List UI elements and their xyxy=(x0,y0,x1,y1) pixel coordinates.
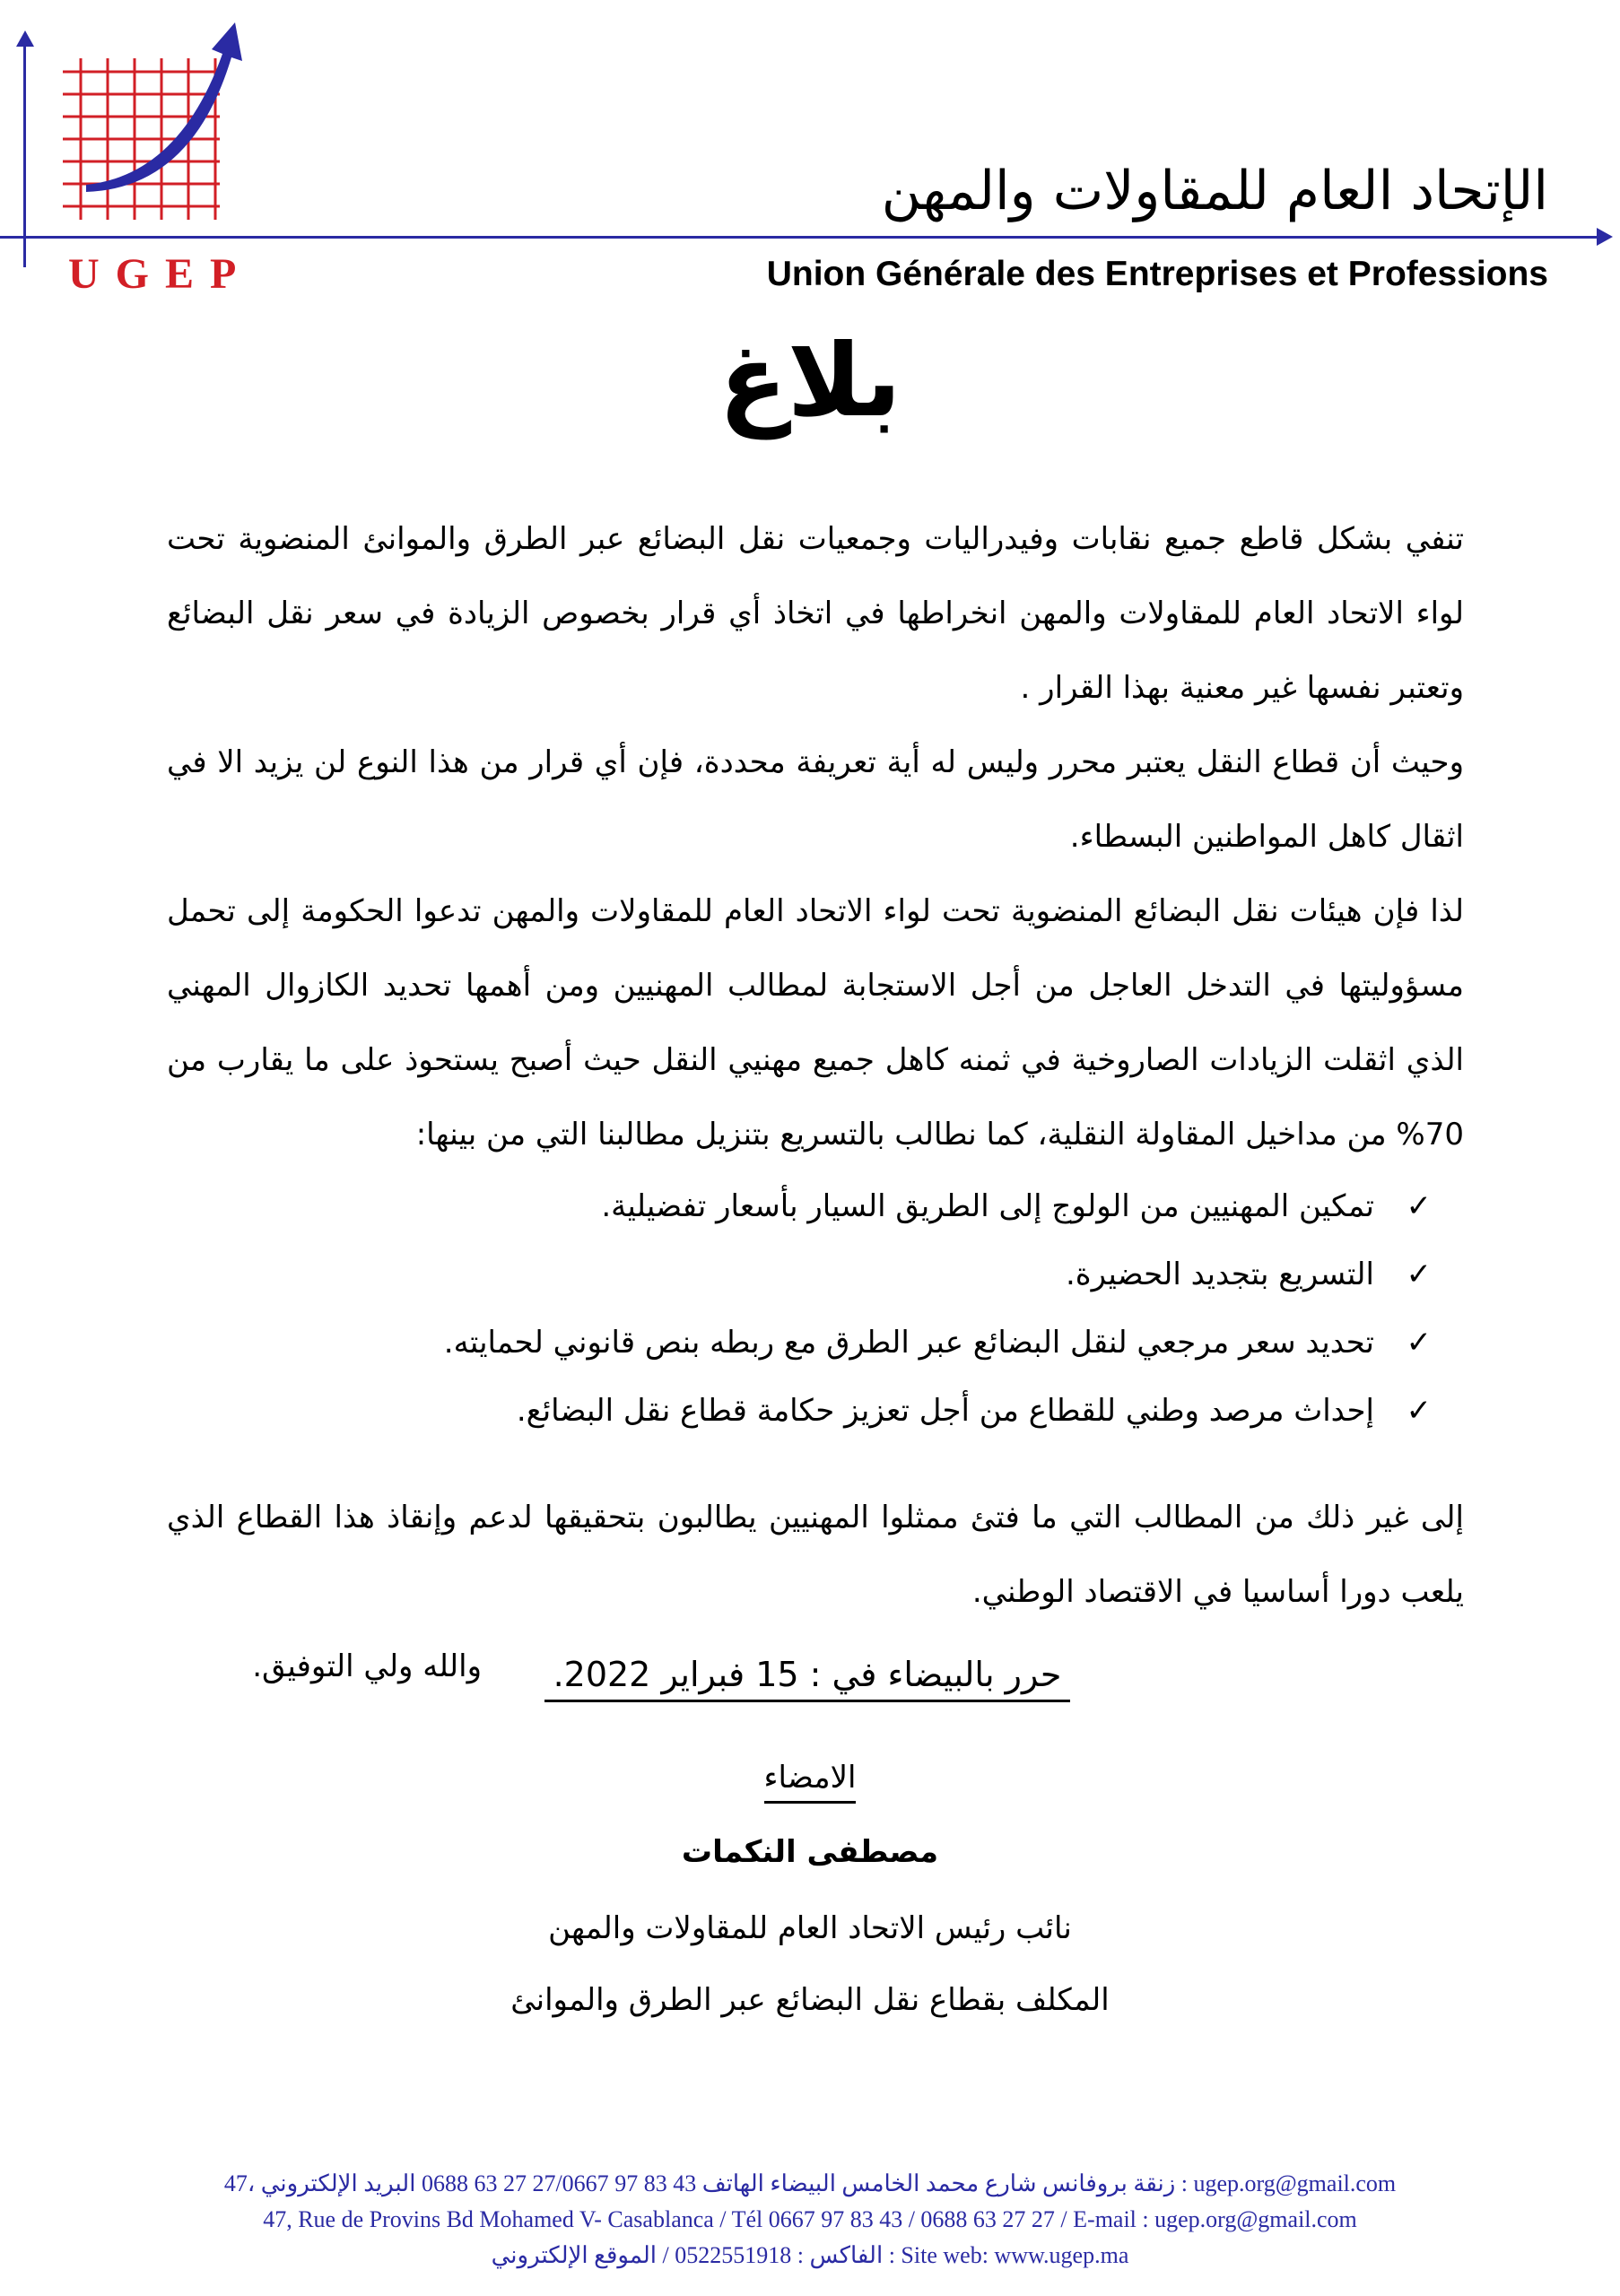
demand-item: ✓ تحديد سعر مرجعي لنقل البضائع عبر الطرق مع ربطه بنص قانوني لحمايته. xyxy=(167,1309,1374,1377)
signatory-name: مصطفى النكمات xyxy=(681,1834,939,1870)
paragraph-call: لذا فإن هيئات نقل البضائع المنضوية تحت لواء الاتحاد العام للمقاولات والمهن تدعوا الحكومة إلى تحمل مسؤوليتها في التدخل العاجل من أجل الاستجابة لمطالب المهنيين ومن أهمها تحديد الكازوال المهني الذي اثقلت الزيادات الصاروخية في ثمنه كاهل جميع مهنيي النقل حيث أصبح يستحوذ على ما يقارب من 70% من مداخيل المقاولة النقلية، كما نطالب بالتسريع بتنزيل مطالبنا التي من بينها: xyxy=(167,893,1464,1152)
document-title: بلاغ xyxy=(719,323,901,439)
footer-address-arabic: 47، زنقة بروفانس شارع محمد الخامس البيضاء الهاتف 43 83 97 27/0667 27 63 0688 البريد الإلكتروني : ugep.org@gmail.com xyxy=(223,2170,1397,2196)
demand-item: ✓ التسريع بتجديد الحضيرة. xyxy=(167,1240,1374,1309)
logo-axis-arrow-icon xyxy=(16,30,34,47)
signature-label-text: الامضاء xyxy=(764,1760,857,1804)
document-body xyxy=(167,502,1464,1704)
logo-grid xyxy=(63,58,220,220)
ugep-logo xyxy=(0,0,287,287)
paragraph-denial: تنفي بشكل قاطع جميع نقابات وفيدراليات وجمعيات نقل البضائع عبر الطرق والموانئ المنضوية تحت لواء الاتحاد العام للمقاولات والمهن انخراطها في اتخاذ أي قرار بخصوص الزيادة في سعر نقل البضائع وتعتبر نفسها غير معنية بهذا القرار . xyxy=(167,521,1464,706)
logo-arrow-icon xyxy=(86,22,242,192)
footer-contact: الفاكس : 0522551918 / الموقع الإلكتروني : Site web: www.ugep.ma xyxy=(491,2242,1129,2268)
signatory-role-sector: المكلف بقطاع نقل البضائع عبر الطرق والموانئ xyxy=(510,1982,1110,2018)
paragraph-final: إلى غير ذلك من المطالب التي ما فتئ ممثلوا المهنيين يطالبون بتحقيقها لدعم وإنقاذ هذا القطاع الذي يلعب دورا أساسيا في الاقتصاد الوطني. xyxy=(167,1500,1464,1610)
header-rule-arrow-icon xyxy=(1597,228,1613,246)
header-rule xyxy=(0,236,1606,239)
demand-item: ✓ إحداث مرصد وطني للقطاع من أجل تعزيز حكامة قطاع نقل البضائع. xyxy=(167,1377,1374,1445)
date-text: حرر بالبيضاء في : 15 فبراير 2022. xyxy=(544,1655,1071,1702)
closing-line: والله ولي التوفيق. xyxy=(252,1648,482,1684)
demands-list xyxy=(167,1172,1464,1445)
date-line xyxy=(538,1655,1076,1694)
paragraph-sector: وحيث أن قطاع النقل يعتبر محرر وليس له أية تعريفة محددة، فإن أي قرار من هذا النوع لن يزيد الا في اثقال كاهل المواطنين البسطاء. xyxy=(167,744,1464,855)
demand-item: ✓ تمكين المهنيين من الولوج إلى الطريق السيار بأسعار تفضيلية. xyxy=(167,1172,1374,1240)
signatory-role: نائب رئيس الاتحاد العام للمقاولات والمهن xyxy=(548,1910,1072,1946)
logo-vertical-axis xyxy=(23,43,26,267)
footer-address-french: 47, Rue de Provins Bd Mohamed V- Casablanca / Tél 0667 97 83 43 / 0688 63 27 27 / E-mail : ugep.org@gmail.com xyxy=(263,2206,1357,2232)
logo-text: UGEP xyxy=(68,250,253,298)
org-name-arabic: الإتحاد العام للمقاولات والمهن xyxy=(881,160,1548,222)
org-name-french: Union Générale des Entreprises et Professions xyxy=(766,255,1548,293)
signature-label xyxy=(631,1760,989,1796)
